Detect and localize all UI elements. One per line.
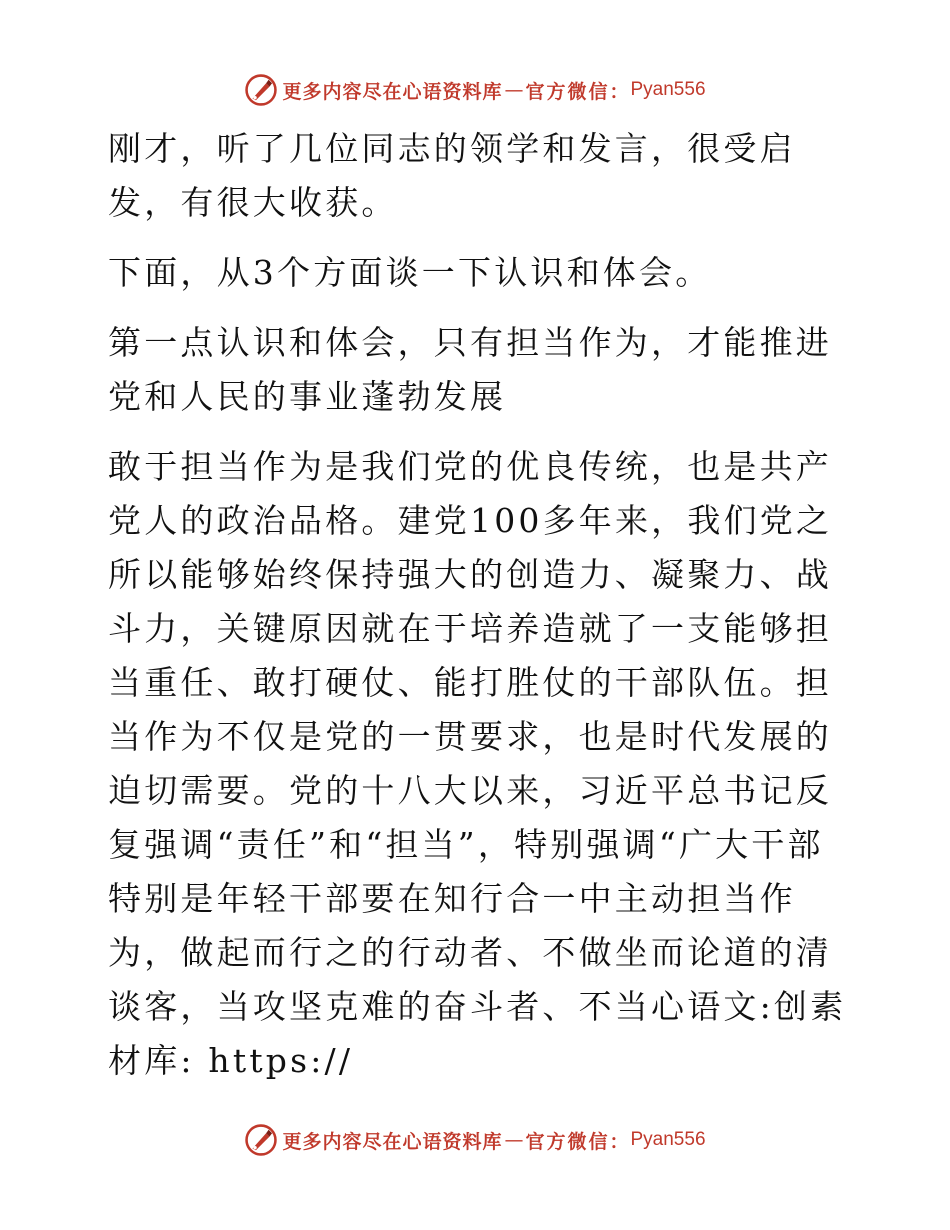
wechat-label: 官方微信： [525, 80, 631, 103]
wechat-label: 官方微信： [525, 1130, 631, 1153]
pen-logo-icon [244, 1123, 278, 1157]
pen-logo-icon [244, 73, 278, 107]
wechat-id: Pyan556 [630, 79, 706, 100]
banner-separator: — [504, 1129, 524, 1151]
paragraph-opening: 刚才，听了几位同志的领学和发言，很受启发，有很大收获。 [108, 129, 796, 222]
paragraph-heading-point-one: 第一点认识和体会，只有担当作为，才能推进党和人民的事业蓬勃发展 [108, 323, 832, 416]
brand-name: 更多内容尽在心语资料库 [282, 1130, 503, 1153]
wechat-id: Pyan556 [630, 1129, 706, 1150]
document-body [96, 122, 856, 1104]
paragraph-body: 敢于担当作为是我们党的优良传统，也是共产党人的政治品格。建党100多年来，我们党之所以能够始终保持强大的创造力、凝聚力、战斗力，关键原因就在于培养造就了一支能够担当重任、敢打硬仗、能打胜仗的干部队伍。担当作为不仅是党的一贯要求，也是时代发展的迫切需要。党的十八大以来，习近平总书记反复强调“责任”和“担当”，特别强调“广大干部特别是年轻干部要在知行合一中主动担当作为，做起而行之的行动者、不做坐而论道的清谈客，当攻坚克难的奋斗者、不当心语文:创素材库: https:// [108, 447, 847, 1080]
footer-watermark-banner [0, 1120, 950, 1160]
banner-separator: — [504, 79, 524, 101]
header-watermark-banner [0, 70, 950, 110]
paragraph-intro: 下面，从3个方面谈一下认识和体会。 [108, 253, 712, 292]
brand-name: 更多内容尽在心语资料库 [282, 80, 503, 103]
